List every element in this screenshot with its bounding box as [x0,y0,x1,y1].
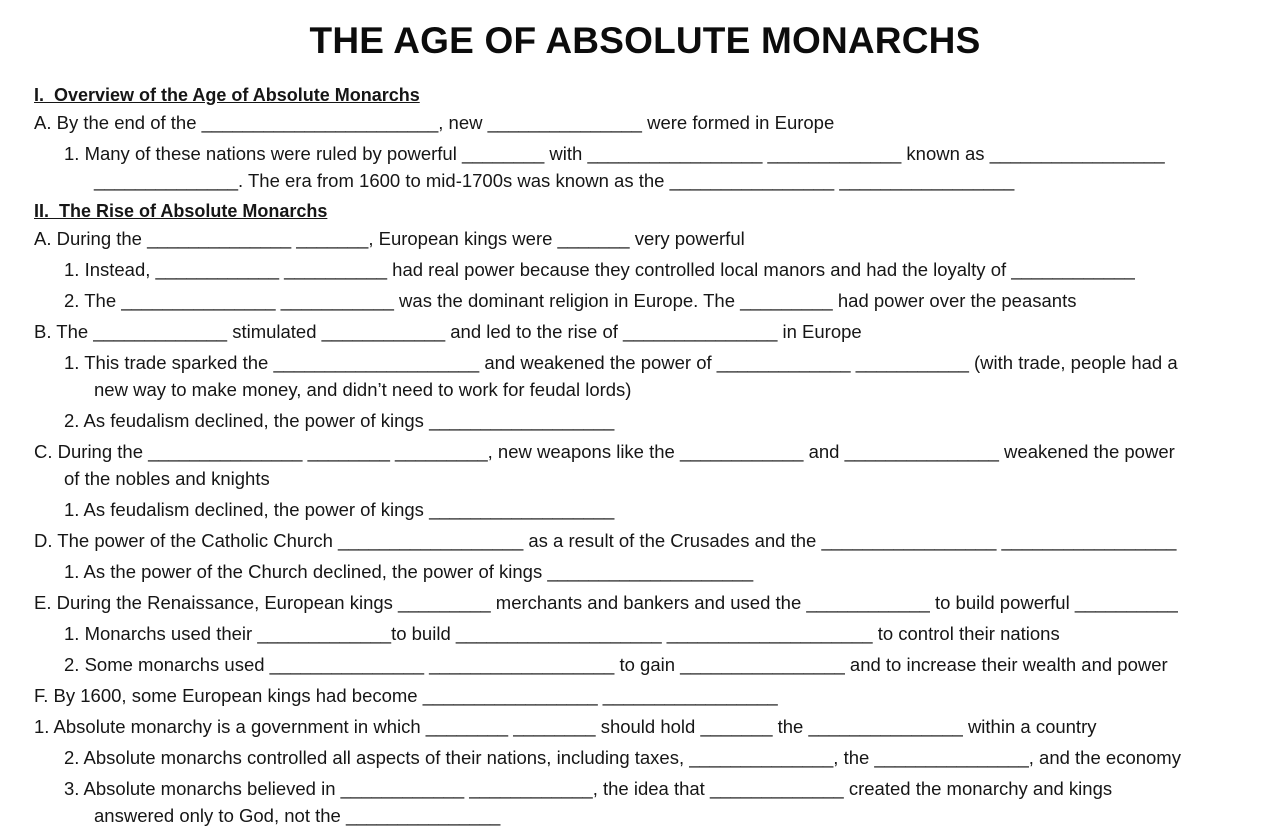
outline-item-ii-e1: 1. Monarchs used their _____________to build ____________________ ____________________ to control their nations [64,623,1060,644]
outline-item-ii-a: A. During the ______________ _______, European kings were _______ very powerful [34,228,745,249]
page-title: THE AGE OF ABSOLUTE MONARCHS [309,20,981,61]
outline-item-ii-e: E. During the Renaissance, European kings _________ merchants and bankers and used the ____________ to build powerful __________ [34,592,1178,613]
outline-item-a1: 1. Many of these nations were ruled by powerful ________ with _________________ _____________ known as _________________ [64,143,1165,164]
outline-item-ii-d: D. The power of the Catholic Church __________________ as a result of the Crusades and the _________________ _________________ [34,530,1177,551]
outline-item-ii-a2: 2. The _______________ ___________ was the dominant religion in Europe. The _________ had power over the peasants [64,290,1077,311]
outline-item-ii-b1: 1. This trade sparked the ____________________ and weakened the power of _____________ ___________ (with trade, people had a [64,352,1178,373]
outline-item-ii-c: C. During the _______________ ________ _________, new weapons like the ____________ and _______________ weakened the power [34,441,1175,462]
outline-item-ii-c-cont: of the nobles and knights [64,468,270,489]
outline-item-ii-b2: 2. As feudalism declined, the power of kings __________________ [64,410,615,431]
outline-item-ii-a1: 1. Instead, ____________ __________ had real power because they controlled local manors and had the loyalty of ____________ [64,259,1135,280]
outline-item-ii-b: B. The _____________ stimulated ____________ and led to the rise of _______________ in Europe [34,321,862,342]
outline-item-ii-d1: 1. As the power of the Church declined, the power of kings ____________________ [64,561,754,582]
outline-item-a1-cont: ______________. The era from 1600 to mid-1700s was known as the ________________ _________________ [94,170,1015,191]
section-heading-overview: I. Overview of the Age of Absolute Monarchs [34,85,420,105]
outline-item-ii-f3: 3. Absolute monarchs believed in ____________ ____________, the idea that _____________ created the monarchy and kings [64,778,1113,799]
outline-item-ii-e2: 2. Some monarchs used _______________ __________________ to gain ________________ and to increase their wealth and power [64,654,1168,675]
outline-item-ii-f1: 1. Absolute monarchy is a government in which ________ ________ should hold _______ the _______________ within a country [34,716,1097,737]
outline-item-ii-f2: 2. Absolute monarchs controlled all aspects of their nations, including taxes, ______________, the _______________, and the economy [64,747,1181,768]
section-heading-rise: II. The Rise of Absolute Monarchs [34,201,328,221]
outline-item-ii-f3-cont: answered only to God, not the _______________ [94,805,501,826]
outline-item-ii-b1-cont: new way to make money, and didn’t need to work for feudal lords) [94,379,632,400]
outline-item-ii-c1: 1. As feudalism declined, the power of kings __________________ [64,499,615,520]
outline-item-ii-f: F. By 1600, some European kings had become _________________ _________________ [34,685,778,706]
outline-item-a: A. By the end of the _______________________, new _______________ were formed in Europe [34,112,835,133]
